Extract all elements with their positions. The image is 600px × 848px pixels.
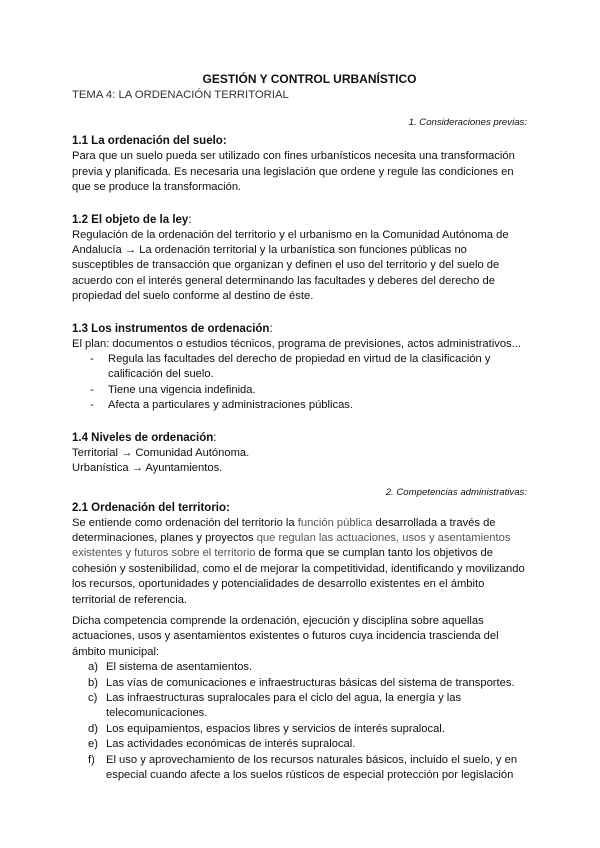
list-marker: c): [88, 691, 98, 704]
list-item: [88, 722, 529, 737]
p21-highlight-regulan: que regulan las actuaciones, usos y asentamientos existentes y futuros sobre el territorio: [72, 531, 511, 560]
list-marker: e): [88, 738, 98, 751]
list-item: [88, 660, 529, 675]
list-item-text: Las infraestructuras supralocales para el ciclo del agua, la energía y las telecomunicaciones.: [106, 691, 462, 720]
heading-1-3: [72, 322, 529, 337]
heading-1-3-text: 1.3 Los instrumentos de ordenación: [72, 322, 270, 335]
section-note-1: 1. Consideraciones previas:: [408, 117, 527, 129]
list-item: - Afecta a particulares y administraciones públicas.: [90, 398, 529, 413]
heading-1-2-text: 1.2 El objeto de la ley: [72, 213, 189, 226]
heading-1-2-colon: :: [188, 213, 192, 226]
heading-2-1: 2.1 Ordenación del territorio:: [72, 501, 230, 514]
list-item: [88, 676, 529, 691]
list-item: [88, 753, 529, 784]
heading-1-4-colon: :: [213, 431, 217, 444]
heading-1-1: 1.1 La ordenación del suelo:: [72, 135, 227, 148]
list-item-text: Las vías de comunicaciones e infraestructuras básicas del sistema de transportes.: [106, 676, 515, 689]
list-marker: d): [88, 722, 98, 735]
list-marker: b): [88, 676, 98, 689]
list-item-text: Las actividades económicas de interés supralocal.: [106, 738, 356, 751]
p21-c: desarrollada a través de determinaciones, planes y proyectos: [72, 516, 496, 544]
paragraph-1-1: Para que un suelo pueda ser utilizado con fines urbanísticos necesita una transformación previa y planificada. Es necesaria una legislación que ordene y regule las condiciones en que se produce la transformación.: [72, 150, 515, 194]
heading-1-2: [72, 213, 529, 228]
list-item: - Tiene una vigencia indefinida.: [90, 383, 529, 398]
list-item-text: El uso y aprovechamiento de los recursos naturales básicos, incluido el suelo, y en especial cuando afecte a los suelos rústicos de especial protección por legislación: [106, 753, 518, 781]
list-marker: a): [88, 661, 98, 674]
list-1-3: [72, 352, 529, 414]
p21-e: de forma que se cumplan tanto los objetivos de cohesión y sostenibilidad, como el de mejorar la competitividad, identificando y movilizando los recursos, oportunidades y potencialidades de desarrollo existentes en el ámbito territorial de referencia.: [72, 547, 525, 606]
list-item: - Regula las facultades del derecho de propiedad en virtud de la clasificación y calificación del suelo.: [90, 352, 529, 383]
section-note-2: 2. Competencias administrativas:: [385, 486, 527, 498]
p21-a: Se entiende como ordenación del territorio la: [72, 516, 298, 529]
document-subtitle: TEMA 4: LA ORDENACIÓN TERRITORIAL: [72, 89, 289, 101]
paragraph-2-1: [72, 516, 529, 608]
paragraph-1-4-line1: Territorial → Comunidad Autónoma.: [72, 446, 250, 459]
heading-1-4-text: 1.4 Niveles de ordenación: [72, 431, 214, 444]
list-item-text: Los equipamientos, espacios libres y servicios de interés supralocal.: [106, 722, 445, 735]
list-marker: f): [88, 753, 95, 766]
document-title: GESTIÓN Y CONTROL URBANÍSTICO: [202, 72, 417, 86]
paragraph-1-3-intro: El plan: documentos o estudios técnicos, programa de previsiones, actos administrativos...: [72, 337, 521, 350]
paragraph-2-1b: Dicha competencia comprende la ordenación, ejecución y disciplina sobre aquellas actuaciones, usos y asentamientos existentes o futuros cuya incidencia trascienda del ámbito municipal:: [72, 614, 499, 658]
heading-1-4: [72, 431, 529, 446]
list-item-text: El sistema de asentamientos.: [106, 661, 253, 674]
list-2-1: [72, 660, 529, 783]
list-item: [88, 691, 529, 722]
p21-highlight-funcion: función pública: [297, 516, 373, 529]
list-item: [88, 737, 529, 752]
paragraph-1-2: Regulación de la ordenación del territorio y el urbanismo en la Comunidad Autónoma de Andalucía → La ordenación territorial y la urbanística son funciones públicas no susceptibles de transacción que organizan y definen el uso del territorio y del suelo de acuerdo con el interés general determinando las facultades y deberes del derecho de propiedad del suelo conforme al destino de éste.: [72, 228, 509, 303]
paragraph-1-4-line2: Urbanística → Ayuntamientos.: [72, 462, 223, 475]
heading-1-3-colon: :: [269, 322, 273, 335]
